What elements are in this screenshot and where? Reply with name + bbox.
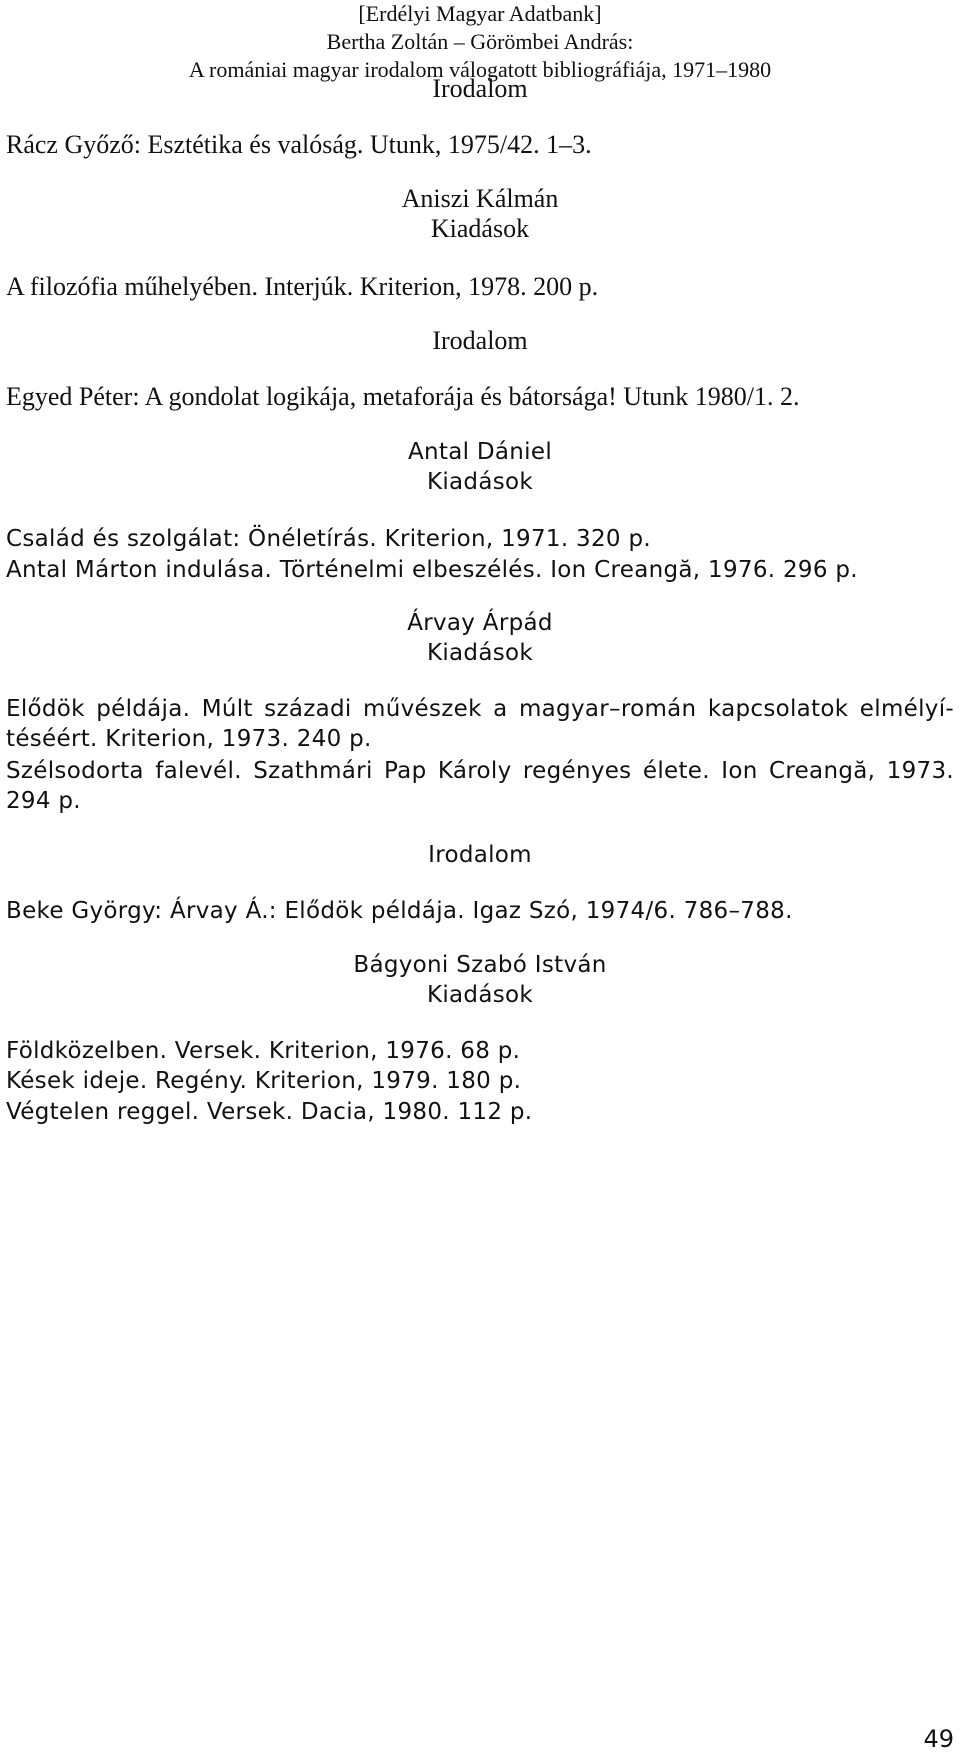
bibliography-entry: A filozófia műhelyében. Interjúk. Kriterion, 1978. 200 p. [6, 272, 599, 301]
section-heading: Kiadások [430, 214, 530, 243]
bibliography-entry: Család és szolgálat: Önéletírás. Kriterion, 1971. 320 p. [6, 526, 651, 552]
author-name: Aniszi Kálmán [401, 184, 559, 213]
bibliography-entry: Elődök példája. Múlt századi művészek a magyar–román kapcsolatok elmélyí- [6, 696, 954, 722]
section-heading: Kiadások [426, 640, 534, 666]
section-heading: Kiadások [426, 982, 534, 1008]
header-book-title: A romániai magyar irodalom válogatott bibliográfiája, 1971–1980 [188, 57, 772, 82]
bibliography-entry: Földközelben. Versek. Kriterion, 1976. 68 p. [6, 1038, 521, 1064]
bibliography-entry: Beke György: Árvay Á.: Elődök példája. Igaz Szó, 1974/6. 786–788. [6, 898, 793, 924]
bibliography-entry: Végtelen reggel. Versek. Dacia, 1980. 112 p. [6, 1099, 533, 1125]
bibliography-entry: Kések ideje. Regény. Kriterion, 1979. 180 p. [6, 1068, 522, 1094]
header-authors: Bertha Zoltán – Görömbei András: [326, 29, 634, 54]
author-name: Bágyoni Szabó István [353, 952, 607, 978]
bibliography-entry-continuation: téséért. Kriterion, 1973. 240 p. [6, 726, 372, 752]
section-heading: Irodalom [428, 842, 532, 868]
page-header [0, 0, 960, 84]
section-heading: Irodalom [432, 74, 528, 103]
header-source: [Erdélyi Magyar Adatbank] [358, 1, 602, 26]
author-name: Antal Dániel [407, 439, 553, 465]
bibliography-entry: Egyed Péter: A gondolat logikája, metaforája és bátorsága! Utunk 1980/1. 2. [6, 382, 800, 411]
bibliography-entry: Antal Márton indulása. Történelmi elbeszélés. Ion Creangă, 1976. 296 p. [6, 557, 858, 583]
bibliography-entry: Szélsodorta falevél. Szathmári Pap Károly regényes élete. Ion Creangă, 1973. [6, 758, 954, 784]
bibliography-entry: Rácz Győző: Esztétika és valóság. Utunk, 1975/42. 1–3. [6, 130, 592, 159]
section-heading: Irodalom [432, 326, 528, 355]
author-name: Árvay Árpád [407, 610, 553, 636]
page-number: 49 [923, 1725, 954, 1753]
section-heading: Kiadások [426, 469, 534, 495]
bibliography-entry-continuation: 294 p. [6, 788, 81, 814]
